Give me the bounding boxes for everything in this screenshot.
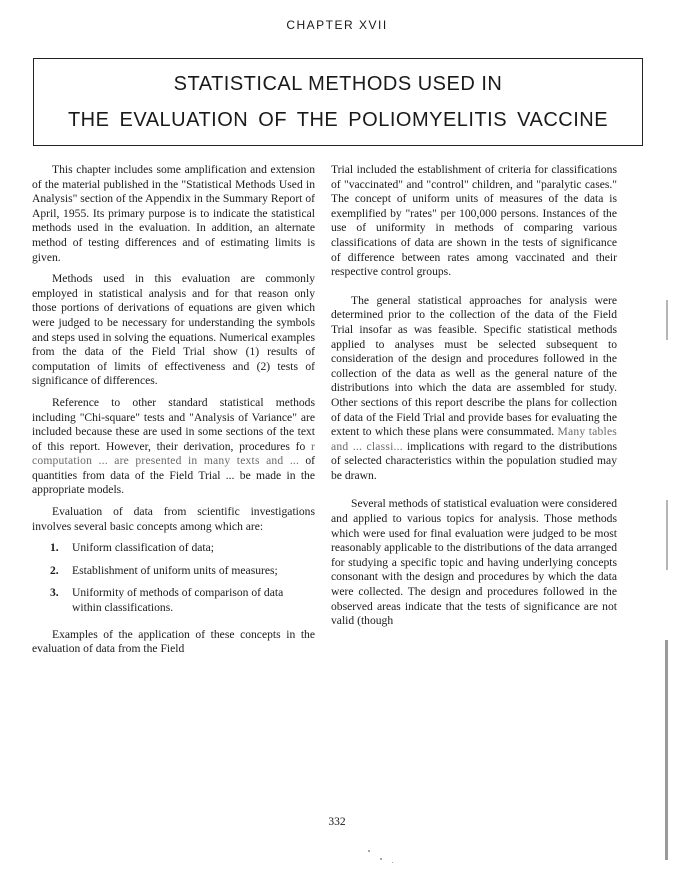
left-column: [32, 163, 315, 664]
list-item-text: Uniformity of methods of comparison of data within classifications.: [72, 586, 284, 615]
chapter-label: CHAPTER XVII: [286, 18, 388, 32]
paragraph-evaluation: Several methods of statistical evaluation were considered and applied to various topics for analysis. Those methods which were used for final evaluation were judged to be most reasonably applicable to the distributions of the data arranged for studying a specific topic and having underlying concepts consonant with the design and procedures by which the data were collected. The design and procedures followed in the observed areas indicate that the tests of significance are not valid (though: [331, 497, 617, 628]
scan-speck: [392, 862, 393, 863]
paragraph-approaches: [331, 294, 617, 484]
list-item-number: 2.: [50, 563, 59, 577]
scan-edge-mark: [666, 300, 668, 340]
paragraph-intro: This chapter includes some amplification and extension of the material published in the "Statistical Methods Used in Analysis" section of the Appendix in the Summary Report of April, 1955. Its primary purpose is to indicate the statistical methods used in the evaluation. In addition, an alternate method of testing differences and of estimating limits is given.: [32, 163, 315, 264]
right-column: [331, 163, 617, 636]
scan-edge-mark: [665, 640, 668, 860]
paragraph-concepts: Evaluation of data from scientific investigations involves several basic concepts among which are:: [32, 505, 315, 533]
list-item-text: Uniform classification of data;: [72, 541, 214, 555]
paragraph-reference-end: of quantities from data of the Field Trial ... be made in the appropriate models.: [32, 454, 315, 497]
page-number: 332: [328, 816, 346, 828]
paragraph-approaches-obscured: Many tables and ... classi...: [331, 425, 617, 453]
concept-list: [32, 541, 315, 615]
paragraph-methods: Methods used in this evaluation are commonly employed in statistical analysis and for that reason only those portions of derivations of equations are given which were judged to be necessary for understanding the symbols and steps used in solving the equations. Numerical examples from the data of the Field Trial show (1) results of computation of limits of effectiveness and (2) tests of significance of differences.: [32, 272, 315, 388]
scan-speck: [380, 858, 382, 860]
chapter-title-line-1: STATISTICAL METHODS USED IN: [173, 73, 503, 95]
paragraph-reference-start: Reference to other standard statistical methods including "Chi-square" tests and "Analysis of Variance" are included because these are used in some sections of the text of this report. However, their derivation, procedures fo: [32, 395, 315, 453]
scan-edge-mark: [666, 500, 668, 570]
paragraph-reference-obscured: r computation ... are presented in many texts and ...: [32, 439, 315, 468]
chapter-title-box: [33, 58, 643, 146]
paragraph-examples: Examples of the application of these concepts in the evaluation of data from the Field: [32, 627, 315, 656]
list-item: [32, 541, 315, 556]
paragraph-approaches-end: implications with regard to the distributions of selected characteristics within the population studied may be drawn.: [331, 439, 617, 482]
paragraph-trial: Trial included the establishment of criteria for classifications of "vaccinated" and "control" children, and "paralytic cases." The concept of uniform units of measures of the data is exemplified by "rates" per 100,000 persons. Instances of the use of uniformity in methods of comparing various classifications of data are shown in the tests of significance of difference between rates among vaccinated and their respective control groups.: [331, 163, 617, 279]
paragraph-reference: [32, 396, 315, 498]
list-item: [32, 564, 315, 579]
list-item-text: Establishment of uniform units of measures;: [72, 563, 278, 577]
scan-speck: [368, 850, 370, 852]
list-item-number: 3.: [50, 586, 59, 600]
list-item-number: 1.: [50, 541, 59, 555]
paragraph-approaches-start: The general statistical approaches for analysis were determined prior to the collection of the data of the Field Trial insofar as was feasible. Specific statistical methods applied to analyses must be selected subsequent to consideration of the design and procedures followed in the collection of the data as well as the general nature of the distributions into which the data are assembled for study. Other sections of this report describe the plans for collection of data of the Field Trial and provide bases for evaluating the extent to which these plans were consummated.: [331, 293, 617, 439]
chapter-title-line-2: THE EVALUATION OF THE POLIOMYELITIS VACCINE: [67, 109, 609, 131]
list-item: [32, 586, 315, 615]
